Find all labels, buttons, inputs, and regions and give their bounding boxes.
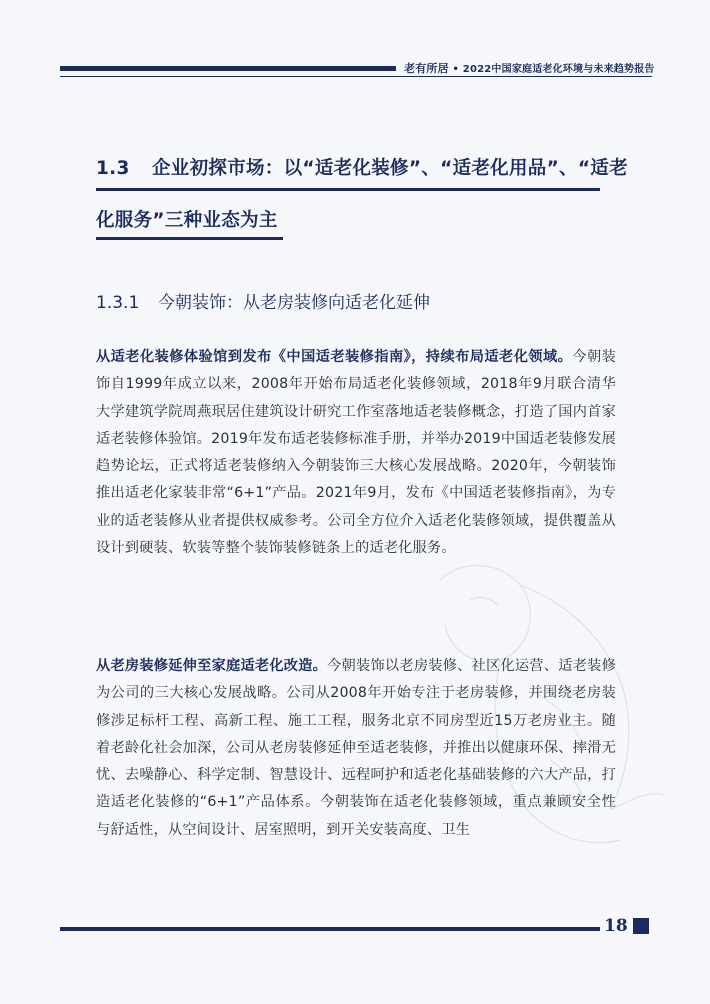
subsection-heading — [96, 288, 430, 313]
paragraph-2-lead: 从老房装修延伸至家庭适老化改造。 — [96, 658, 328, 674]
paragraph-1-body: 今朝装饰自1999年成立以来，2008年开始布局适老化装修领域，2018年9月联合清华大学建筑学院周燕珉居住建筑设计研究工作室落地适老装修概念，打造了国内首家适老装修体验馆。2019年发布适老装修标准手册，并举办2019中国适老装修发展趋势论坛，正式将适老装修纳入今朝装饰三大核心发展战略。2020年，今朝装饰推出适老化家装非常“6+1”产品。2021年9月，发布《中国适老装修指南》，为专业的适老装修从业者提供权威参考。公司全方位介入适老化装修领域，提供覆盖从设计到硬装、软装等整个装饰装修链条上的适老化服务。 — [96, 349, 616, 557]
page-number: 18 — [604, 916, 628, 936]
section-number: 1.3 — [96, 158, 130, 179]
paragraph-2-body: 今朝装饰以老房装修、社区化运营、适老装修为公司的三大核心发展战略。公司从2008年开始专注于老房装修，并围绕老房装修涉足标杆工程、高新工程、施工工程，服务北京不同房型近15万老房业主。随着老龄化社会加深，公司从老房装修延伸至适老装修，并推出以健康环保、摔滑无忧、去噪静心、科学定制、智慧设计、远程呵护和适老化基础装修的六大产品，打造适老化装修的“6+1”产品体系。今朝装饰在适老化装修领域，重点兼顾安全性与舒适性，从空间设计、居室照明，到开关安装高度、卫生 — [96, 658, 616, 838]
subsection-title: 今朝装饰：从老房装修向适老化延伸 — [158, 293, 430, 313]
footer-rule — [60, 927, 600, 931]
paragraph-1-lead: 从适老化装修体验馆到发布《中国适老装修指南》，持续布局适老化领域。 — [96, 349, 573, 365]
section-title-line2: 化服务”三种业态为主 — [96, 210, 278, 231]
section-title-line1: 企业初探市场：以“适老化装修”、“适老化用品”、“适老 — [152, 158, 628, 179]
header-brand: 老有所居 — [404, 62, 449, 75]
section-heading-underline-2 — [96, 237, 283, 240]
header-report-title: 2022中国家庭适老化环境与未来趋势报告 — [462, 64, 655, 75]
section-heading-line1 — [96, 154, 628, 180]
subsection-number: 1.3.1 — [96, 293, 140, 313]
paragraph-1 — [96, 344, 616, 562]
header-separator: • — [452, 64, 460, 75]
section-heading-underline-1 — [96, 188, 600, 191]
footer-square-marker — [633, 918, 649, 934]
header-rule-thin — [60, 76, 652, 77]
paragraph-2 — [96, 653, 616, 844]
header-rule — [60, 66, 396, 71]
running-header — [404, 60, 655, 76]
